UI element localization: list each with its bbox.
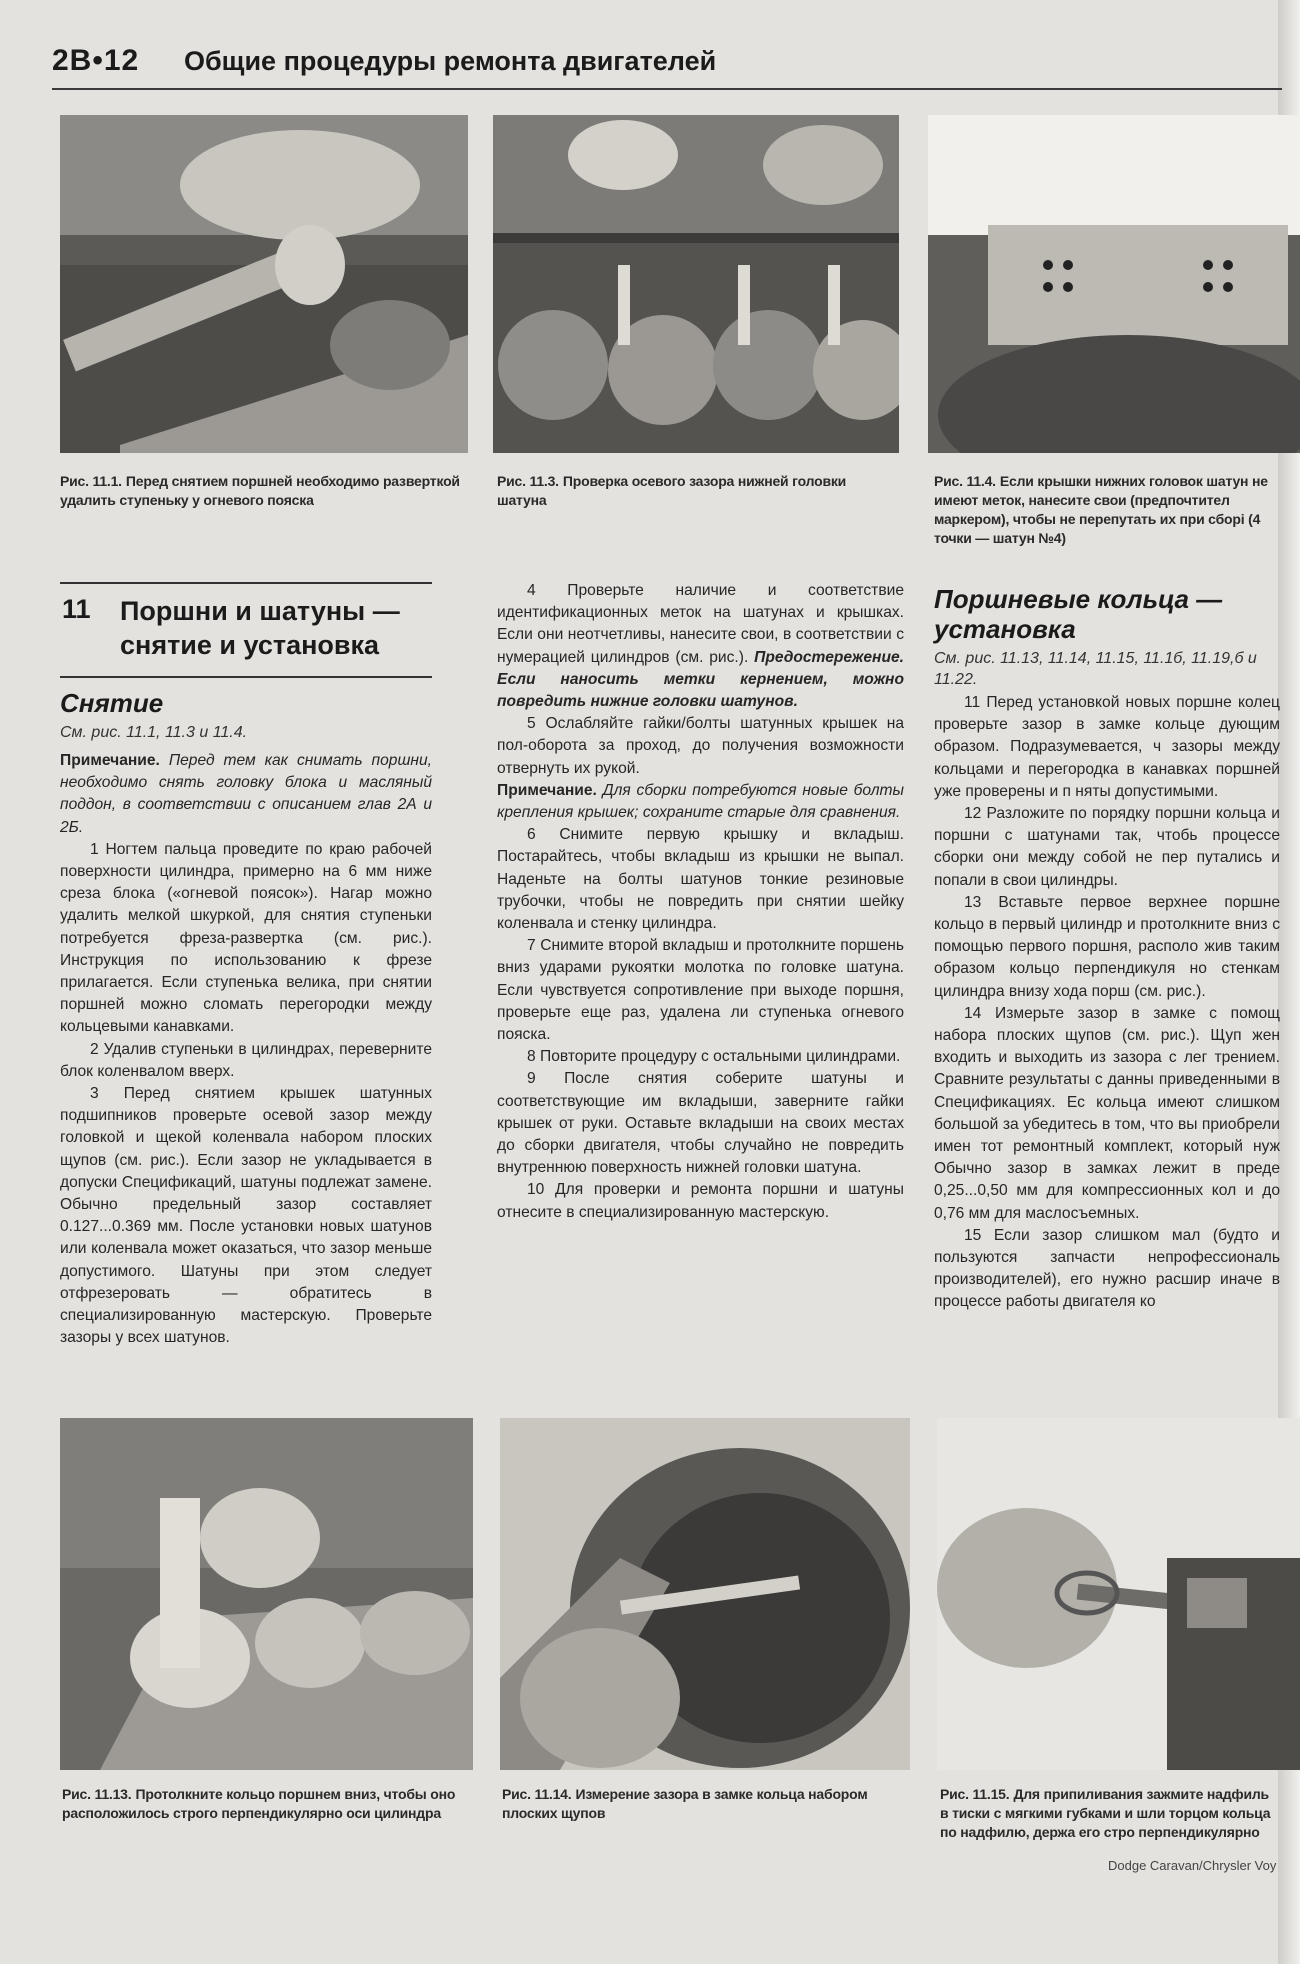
right-text-column [934, 692, 1280, 1314]
caption-text: Измерение зазора в замке кольца набором плоских щупов [502, 1786, 868, 1821]
caption-text: Протолкните кольцо поршнем вниз, чтобы оно расположилось строго перпендикулярно оси цилиндра [62, 1786, 456, 1821]
section-heading [60, 582, 432, 678]
paragraph-7: 7 Снимите второй вкладыш и протолкните поршень вниз ударами рукоятки молотка по головке шатуна. Если чувствуется сопротивление при выходе поршня, проверьте еще раз, удалена ли ступенька огневого пояска. [497, 937, 904, 1044]
paragraph-12: 12 Разложите по порядку поршни кольца и поршни с шатунами так, чтобь процессе сборки они между собой не пер путались и попали в свои цилиндры. [934, 805, 1280, 889]
paragraph-14: 14 Измерьте зазор в замке с помощ набора плоских щупов (см. рис.). Щуп жен входить и выходить из зазора с лег трением. Сравните результаты с данны приведенными в Спецификациях. Ес кольца имеют слишком большой за убедитесь в том, что вы приобрели имен тот ремонтный комплект, который нуж Обычно зазор в замках лежит в преде 0,25...0,50 мм для компрессионных кол и до 0,76 мм для маслосъемных. [934, 1004, 1280, 1222]
left-text-column [60, 750, 432, 1349]
figure-11-15-caption [940, 1785, 1280, 1842]
paragraph-9: 9 После снятия соберите шатуны и соответствующие им вкладыши, заверните гайки крышек от руки. Оставьте вкладыши на своих местах до сборки двигателя, чтобы случайно не повредить внутреннюю поверхность нижней головки шатуна. [497, 1070, 904, 1177]
footer-vehicle-note: Dodge Caravan/Chrysler Voy [1108, 1858, 1277, 1873]
figure-11-3-caption [497, 472, 897, 510]
caption-label: Рис. 11.1. [60, 473, 122, 489]
chapter-title: Общие процедуры ремонта двигателей [184, 46, 717, 76]
page-header [52, 44, 1282, 90]
warning-text: Предостережение. Если наносить метки кернением, можно повредить нижние головки шатунов. [497, 648, 904, 711]
caption-text: Для припиливания зажмите надфиль в тиски с мягкими губками и шли торцом кольца по надфилю, держа его стро перпендикулярно [940, 1786, 1271, 1840]
paragraph-11: 11 Перед установкой новых поршне колец проверьте зазор в замке кольце дующим образом. Подразумевается, ч зазоры между кольцами и перегородка в канавках поршней уже проверены и п няты допустимыми. [934, 694, 1280, 800]
middle-note: Примечание. Для сборки потребуются новые болты крепления крышек; сохраните старые для сравнения. [497, 781, 904, 822]
paragraph-13: 13 Вставьте первое верхнее поршне кольцо в первый цилиндр и протолкните вниз с помощью первого поршня, располо жив таким образом кольцо перпендикуля но стенкам цилиндра внизу хода порш (см. рис.). [934, 893, 1280, 1000]
figure-11-13-caption [62, 1785, 472, 1823]
paragraph-4: 4 Проверьте наличие и соответствие идентификационных меток на шатунах и крышках. Если они неотчетливы, нанесите свои, в соответствии с нумерацией цилиндров (см. рис.). Предостережение. Если наносить метки кернением, можно повредить нижние головки шатунов. [497, 582, 904, 711]
caption-label: Рис. 11.3. [497, 473, 559, 489]
caption-text: Перед снятием поршней необходимо разверткой удалить ступеньку у огневого пояска [60, 473, 460, 508]
paragraph-15: 15 Если зазор слишком мал (будто и пользуются запчасти непрофессиональ производителей), его нужно расшир иначе в процессе работы двигателя ко [934, 1226, 1280, 1311]
paragraph-10: 10 Для проверки и ремонта поршни и шатуны отнесите в специализированную мастерскую. [497, 1181, 904, 1221]
caption-label: Рис. 11.13. [62, 1786, 132, 1802]
figure-11-3-photo [493, 115, 899, 453]
caption-text: Проверка осевого зазора нижней головки шатуна [497, 473, 847, 508]
page-number: 2B•12 [52, 44, 140, 77]
figure-11-4-caption [934, 472, 1280, 548]
figure-11-4-photo [928, 115, 1300, 453]
removal-note: Примечание. Перед тем как снимать поршни, необходимо снять головку блока и масляный поддон, в соответствии с описанием глав 2А и 2Б. [60, 752, 432, 836]
middle-text-column [497, 580, 904, 1224]
figure-11-15-photo [937, 1418, 1300, 1770]
paragraph-8: 8 Повторите процедуру с остальными цилиндрами. [527, 1048, 901, 1066]
caption-label: Рис. 11.4. [934, 473, 996, 489]
caption-text: Если крышки нижних головок шатун не имеют меток, нанесите свои (предпочтител маркером), чтобы не перепутать их при сборі (4 точки — шатун №4) [934, 473, 1268, 546]
paragraph-6: 6 Снимите первую крышку и вкладыш. Постарайтесь, чтобы вкладыш из крышки не выпал. Наденьте на болты шатунов тонкие резиновые трубочки, чтобы не повредить при снятии шейку коленвала и стенку цилиндра. [497, 826, 904, 933]
section-title: Поршни и шатуны — снятие и установка [120, 596, 400, 660]
paragraph-3: 3 Перед снятием крышек шатунных подшипников проверьте осевой зазор между головкой и щекой коленвала набором плоских щупов (см. рис.). Если зазор не укладывается в допуски Спецификаций, шатуны подлежат замене. Обычно предельный зазор составляет 0.127...0.369 мм. После установки новых шатунов или коленвала может оказаться, что зазор меньше допустимого. Шатуны при этом следует отфрезеровать — обратитесь в специализированную мастерскую. Проверьте зазоры у всех шатунов. [60, 1085, 432, 1347]
removal-see-figures: См. рис. 11.1, 11.3 и 11.4. [60, 724, 248, 741]
figure-11-14-photo [500, 1418, 910, 1770]
paragraph-1: 1 Ногтем пальца проведите по краю рабочей поверхности цилиндра, примерно на 6 мм ниже среза блока («огневой поясок»). Нагар можно удалить мелкой шкуркой, для снятия ступеньки потребуется фреза-развертка (см. рис.). Инструкция по использованию к фрезе прилагается. Если ступенька велика, при снятии поршней можно сломать перегородки между кольцевыми канавками. [60, 840, 432, 1036]
paragraph-5: 5 Ослабляйте гайки/болты шатунных крышек на пол-оборота за проход, до получения возможности отвернуть их рукой. [497, 715, 904, 777]
section-number: 11 [62, 594, 91, 624]
figure-11-1-caption [60, 472, 468, 510]
caption-label: Рис. 11.14. [502, 1786, 572, 1802]
removal-heading: Снятие [60, 688, 164, 718]
rings-heading: Поршневые кольца — установка [934, 584, 1223, 644]
paragraph-2: 2 Удалив ступеньки в цилиндрах, переверните блок коленвалом вверх. [60, 1040, 432, 1080]
caption-label: Рис. 11.15. [940, 1786, 1010, 1802]
figure-11-13-photo [60, 1418, 473, 1770]
figure-11-14-caption [502, 1785, 907, 1823]
rings-see-figures: См. рис. 11.13, 11.14, 11.15, 11.1б, 11.19,б и 11.22. [934, 650, 1257, 688]
figure-11-1-photo [60, 115, 468, 453]
